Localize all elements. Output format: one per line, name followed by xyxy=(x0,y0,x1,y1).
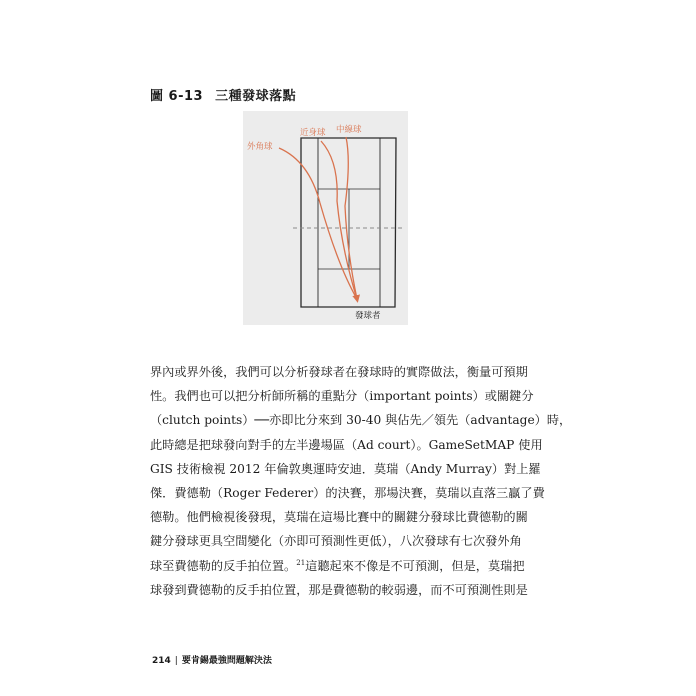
figure-title: 三種發球落點 xyxy=(215,89,297,104)
body-line: 此時總是把球發向對手的左半邊場區（Ad court）。GameSetMAP 使用 xyxy=(150,437,543,452)
body-line: GIS 技術檢視 2012 年倫敦奧運時安迪．莫瑞（Andy Murray）對上羅 xyxy=(150,461,541,476)
label-wide-serve: 外角球 xyxy=(247,142,273,152)
body-line: 球發到費德勒的反手拍位置，那是費德勒的較弱邊，而不可預測性則是 xyxy=(150,582,528,597)
body-line-with-footnote xyxy=(150,554,525,578)
label-server: 發球者 xyxy=(355,311,381,321)
body-line: 界內或界外後，我們可以分析發球者在發球時的實際做法，衡量可預期 xyxy=(150,365,528,379)
label-center-serve: 中線球 xyxy=(336,125,362,135)
page-number: 214 xyxy=(152,656,171,666)
body-line: 德勒。他們檢視後發現，莫瑞在這場比賽中的關鍵分發球比費德勒的關 xyxy=(150,510,528,525)
figure-number: 圖 6-13 xyxy=(150,89,204,104)
figure-caption xyxy=(150,85,296,104)
body-serve-arrow xyxy=(321,141,357,299)
footnote-reference: 21 xyxy=(296,558,306,567)
body-paragraph xyxy=(150,360,572,602)
book-title: 要肯錫最強問題解決法 xyxy=(181,656,272,666)
body-text-segment: 這聽起來不像是不可預測，但是，莫瑞把 xyxy=(305,558,525,573)
label-body-serve: 近身球 xyxy=(300,128,326,138)
body-line: 傑．費德勒（Roger Federer）的決賽，那場決賽，莫瑞以直落三贏了費 xyxy=(150,485,545,500)
center-serve-arrow xyxy=(345,137,357,299)
court-diagram xyxy=(243,111,408,325)
footer-separator: | xyxy=(174,656,178,666)
body-line: 性。我們也可以把分析師所稱的重點分（important points）或關鍵分 xyxy=(150,389,534,404)
body-text-segment: 球至費德勒的反手拍位置。 xyxy=(150,558,297,573)
body-line: 鍵分發球更具空間變化（亦即可預測性更低），八次發球有七次發外角 xyxy=(150,534,522,549)
figure-serve-diagram xyxy=(243,111,408,325)
body-line: （clutch points）──亦即比分來到 30-40 與佔先／領先（advantage）時， xyxy=(150,413,572,428)
page-footer xyxy=(152,653,272,666)
